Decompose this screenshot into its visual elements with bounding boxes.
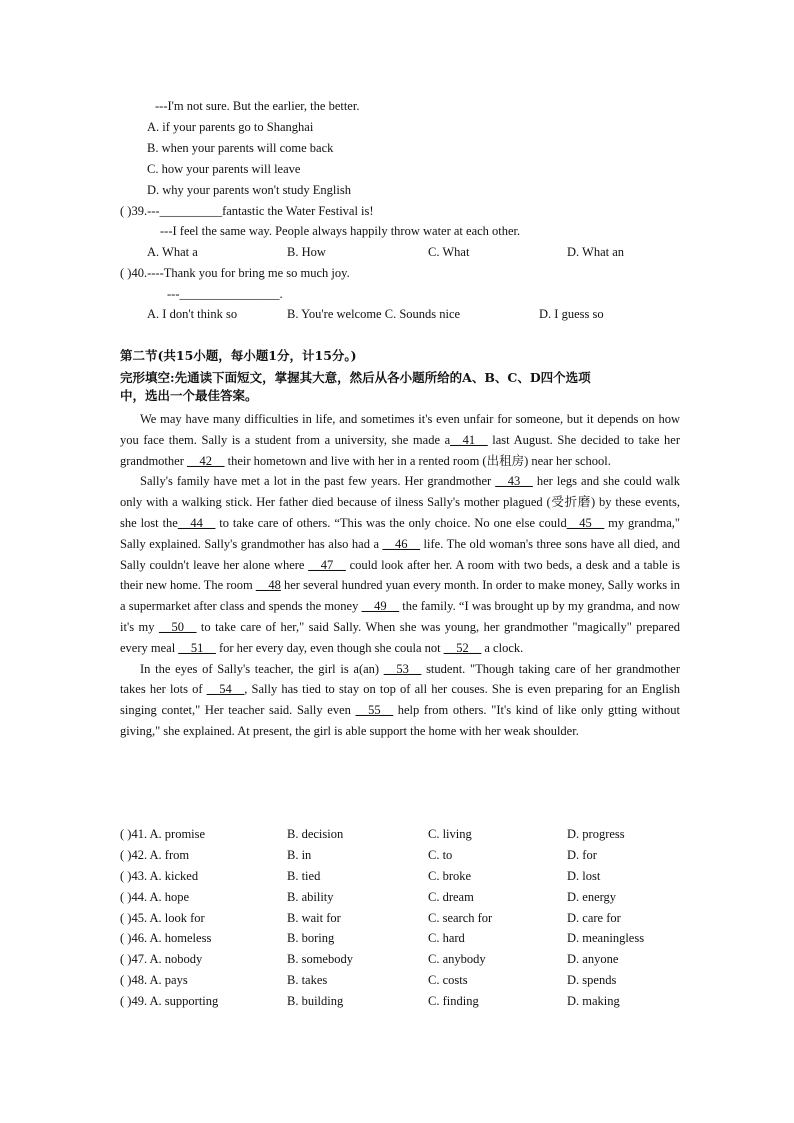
question-40-response: ---________________. (167, 287, 283, 301)
q40-option-bc: B. You're welcome C. Sounds nice (287, 307, 461, 321)
option-a: A. if your parents go to Shanghai (147, 120, 314, 134)
blank-47: __47__ (308, 557, 346, 572)
q39-option-a: A. What a (147, 245, 198, 259)
section-title: 第二节(共15小题，每小题1分，计15分。) (120, 348, 357, 363)
q39-option-d: D. What an (567, 245, 625, 259)
q40-option-d: D. I guess so (539, 307, 604, 321)
cloze-passage (120, 409, 680, 742)
blank-55: __55__ (355, 703, 394, 718)
section-instruction: 完形填空:先通读下面短文，掌握其大意，然后从各小题所给的A、B、C、D四个选项 (120, 370, 591, 385)
q39-option-b: B. How (287, 245, 326, 259)
blank-43: __43__ (495, 474, 533, 489)
question-39-response: ---I feel the same way. People always happily throw water at each other. (160, 224, 521, 238)
option-b: B. when your parents will come back (147, 141, 334, 155)
section-instruction-cont: 中，选出一个最佳答案。 (120, 388, 258, 403)
blank-42: __42__ (187, 453, 225, 468)
paragraph-2: Sally's family have met a lot in the past few years. Her grandmother __43__ her legs and she could walk only with a walking stick. Her father died because of ilness Sally's mother plagued (受折磨) by these events, she lost the__44__ to take care of others. “This was the only choice. No one else could__45__ my grandma," Sally explained. Sally's grandmother has also had a __46__ life. The old woman's three sons have all died, and Sally couldn't leave her alone where __47__ could look after her. A room with two beds, a desk and a table is their new home. The room __48 her several hundred yuan every month. In order to make money, Sally works in a supermarket after class and spends the money __49__ the family. “I was brought up by my grandma, and now it's my __50__ to take care of her," said Sally. When she was young, her grandmother "magically" prepared every meal __51__ for her every day, even though she coula not __52__ a clock. (120, 474, 681, 655)
option-d: D. why your parents won't study English (147, 183, 351, 197)
blank-45: __45__ (566, 515, 605, 530)
blank-46: __46__ (382, 536, 421, 551)
q40-option-a: A. I don't think so (147, 307, 238, 321)
blank-48: __48 (255, 578, 281, 593)
blank-53: __53__ (383, 661, 422, 676)
blank-49: __49__ (361, 599, 400, 614)
blank-52: __52__ (443, 640, 482, 655)
blank-41: __41__ (450, 432, 488, 447)
option-c: C. how your parents will leave (147, 162, 301, 176)
q39-option-c: C. What (428, 245, 470, 259)
blank-44: __44__ (177, 515, 216, 530)
paragraph-1: We may have many difficulties in life, and sometimes it's even unfair for someone, but it depends on how you face them. Sally is a student from a university, she made a__41__ last August. She decided to take her grandmother __42__ their hometown and live with her in a rented room (出租房) near her school. (120, 412, 680, 468)
dialogue-line: ---I'm not sure. But the earlier, the better. (155, 99, 360, 113)
question-39: ( )39.---__________fantastic the Water Festival is! (120, 204, 374, 218)
blank-54: __54__ (206, 682, 245, 697)
blank-51: __51__ (178, 640, 216, 655)
paragraph-3: In the eyes of Sally's teacher, the girl is a(an) __53__ student. "Though taking care of her grandmother takes her lots of __54__, Sally has tied to stay on top of all her couses. She is even preparing for an English singing contet," Her teacher said. Sally even __55__ help from others. "It's kind of like only gtting without giving," she explained. At present, the girl is able support the home with her weak shoulder. (120, 661, 680, 738)
blank-50: __50__ (158, 619, 197, 634)
question-40: ( )40.----Thank you for bring me so much joy. (120, 266, 350, 280)
